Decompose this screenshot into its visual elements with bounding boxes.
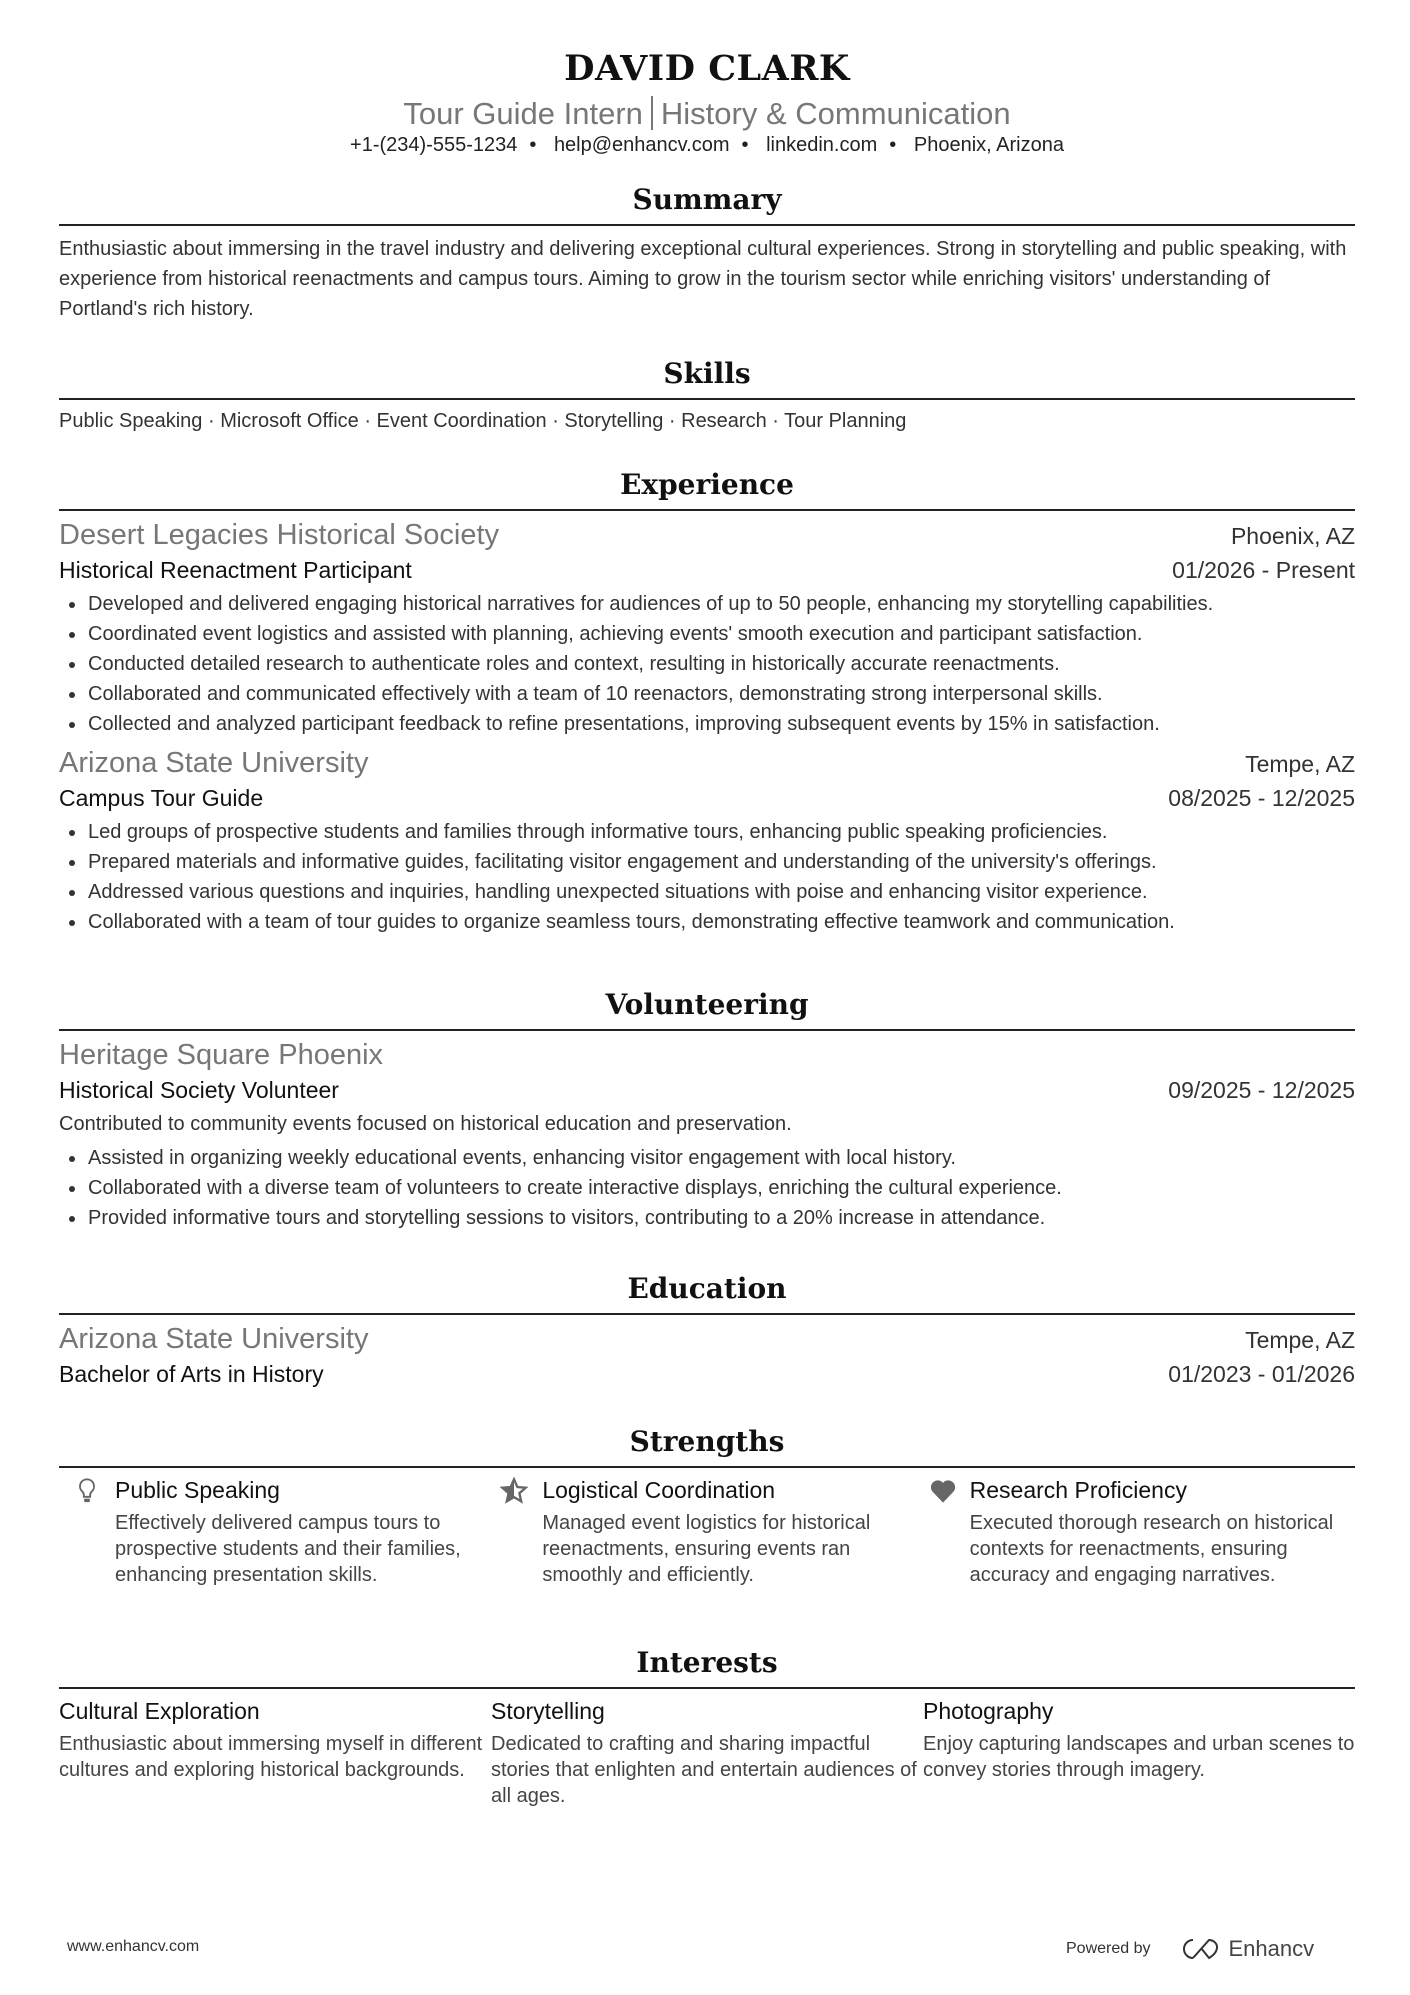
strengths-section [59,1424,1355,1588]
interest-title: Cultural Exploration [59,1698,260,1724]
interests-section [59,1645,1355,1809]
headline-title: Tour Guide Intern [403,96,643,131]
summary-text: Enthusiastic about immersing in the travel industry and delivering exceptional cultural experiences. Strong in storytelling and public speaking, with experience from historical reenactments and campus tours. Aiming to grow in the tourism sector while enriching visitors' understanding of Portland's rich history. [59,238,1347,320]
section-heading: Education [627,1272,787,1305]
bullet: Conducted detailed research to authenticate roles and context, resulting in historically accurate reenactments. [59,649,1355,679]
footer-website[interactable]: www.enhancv.com [67,1938,200,1955]
bullet: Collaborated with a diverse team of volunteers to create interactive displays, enriching the cultural experience. [59,1173,1355,1203]
section-heading: Summary [632,183,782,216]
section-heading: Skills [663,357,751,390]
dates: 08/2025 - 12/2025 [1168,785,1355,811]
divider [59,1313,1355,1315]
strength-title: Logistical Coordination [542,1477,776,1503]
summary-section [59,182,1355,324]
dates: 09/2025 - 12/2025 [1168,1077,1355,1103]
interest-item [491,1695,923,1809]
headline-divider [651,96,653,130]
company: Desert Legacies Historical Society [59,519,500,551]
phone[interactable]: +1-(234)-555-1234 [350,134,518,156]
role: Historical Reenactment Participant [59,557,412,583]
interest-text: Dedicated to crafting and sharing impactful stories that enlighten and entertain audiences of all ages. [491,1733,917,1807]
interest-text: Enthusiastic about immersing myself in different cultures and exploring historical backgrounds. [59,1733,483,1781]
headline [59,96,1355,132]
enhancv-brand: Enhancv [1228,1936,1315,1961]
bullet: Coordinated event logistics and assisted with planning, achieving events' smooth execution and participant satisfaction. [59,619,1355,649]
strength-item [500,1474,927,1588]
contact-info: +1-(234)-555-1234 • help@enhancv.com • linkedin.com • Phoenix, Arizona [350,134,1064,156]
divider [59,398,1355,400]
volunteering-section [59,987,1355,1233]
role: Campus Tour Guide [59,785,264,811]
email[interactable]: help@enhancv.com [553,134,730,156]
divider [59,1687,1355,1689]
description: Contributed to community events focused on historical education and preservation. [59,1113,792,1135]
divider [59,1466,1355,1468]
bullet: Prepared materials and informative guides, facilitating visitor engagement and understanding of the university's offerings. [59,847,1355,877]
heart-icon [928,1477,956,1505]
footer-powered [1066,1936,1314,1962]
enhancv-logo-icon [1179,1936,1223,1962]
interest-title: Storytelling [491,1698,605,1724]
education-section [59,1271,1355,1391]
dates: 01/2023 - 01/2026 [1168,1361,1355,1387]
candidate-name: DAVID CLARK [564,48,850,89]
bullet: Addressed various questions and inquiries, handling unexpected situations with poise and enhancing visitor experience. [59,877,1355,907]
section-heading: Experience [620,468,794,501]
section-heading: Volunteering [605,988,809,1021]
strength-title: Public Speaking [115,1477,280,1503]
strength-item [73,1474,500,1588]
company: Arizona State University [59,747,369,779]
degree: Bachelor of Arts in History [59,1361,324,1387]
section-heading: Interests [636,1646,778,1679]
interest-text: Enjoy capturing landscapes and urban scenes to convey stories through imagery. [923,1733,1355,1781]
lightbulb-icon [73,1477,101,1505]
bullet: Provided informative tours and storytelling sessions to visitors, contributing to a 20% increase in attendance. [59,1203,1355,1233]
section-heading: Strengths [629,1425,785,1458]
location: Tempe, AZ [1245,1327,1355,1353]
interest-item [59,1695,491,1809]
skills-list: Public Speaking · Microsoft Office · Event Coordination · Storytelling · Research · Tour Planning [59,410,907,432]
location: Phoenix, Arizona [913,134,1064,156]
bullet: Led groups of prospective students and families through informative tours, enhancing public speaking proficiencies. [59,817,1355,847]
interest-item [923,1695,1355,1809]
linkedin[interactable]: linkedin.com [766,134,878,156]
dates: 01/2026 - Present [1172,557,1355,583]
organization: Heritage Square Phoenix [59,1039,384,1071]
location: Tempe, AZ [1245,751,1355,777]
experience-section [59,467,1355,937]
strength-text: Executed thorough research on historical contexts for reenactments, ensuring accuracy and engaging narratives. [969,1512,1334,1586]
school: Arizona State University [59,1323,369,1355]
divider [59,509,1355,511]
experience-entry [59,517,1355,739]
strength-title: Research Proficiency [969,1477,1187,1503]
bullet: Developed and delivered engaging historical narratives for audiences of up to 50 people, enhancing my storytelling capabilities. [59,589,1355,619]
divider [59,1029,1355,1031]
powered-by-label: Powered by [1066,1940,1151,1957]
experience-entry [59,745,1355,937]
strength-text: Managed event logistics for historical reenactments, ensuring events ran smoothly and efficiently. [542,1512,871,1586]
role: Historical Society Volunteer [59,1077,339,1103]
bullet: Collaborated with a team of tour guides to organize seamless tours, demonstrating effective teamwork and communication. [59,907,1355,937]
interest-title: Photography [923,1698,1054,1724]
bullet: Collaborated and communicated effectively with a team of 10 reenactors, demonstrating strong interpersonal skills. [59,679,1355,709]
bullet: Collected and analyzed participant feedback to refine presentations, improving subsequent events by 15% in satisfaction. [59,709,1355,739]
strength-item [928,1474,1355,1588]
bullet: Assisted in organizing weekly educational events, enhancing visitor engagement with local history. [59,1143,1355,1173]
strength-text: Effectively delivered campus tours to prospective students and their families, enhancing presentation skills. [115,1512,461,1586]
skills-section [59,356,1355,436]
headline-subtitle: History & Communication [660,96,1011,131]
location: Phoenix, AZ [1230,523,1355,549]
star-icon [500,1477,528,1505]
divider [59,224,1355,226]
